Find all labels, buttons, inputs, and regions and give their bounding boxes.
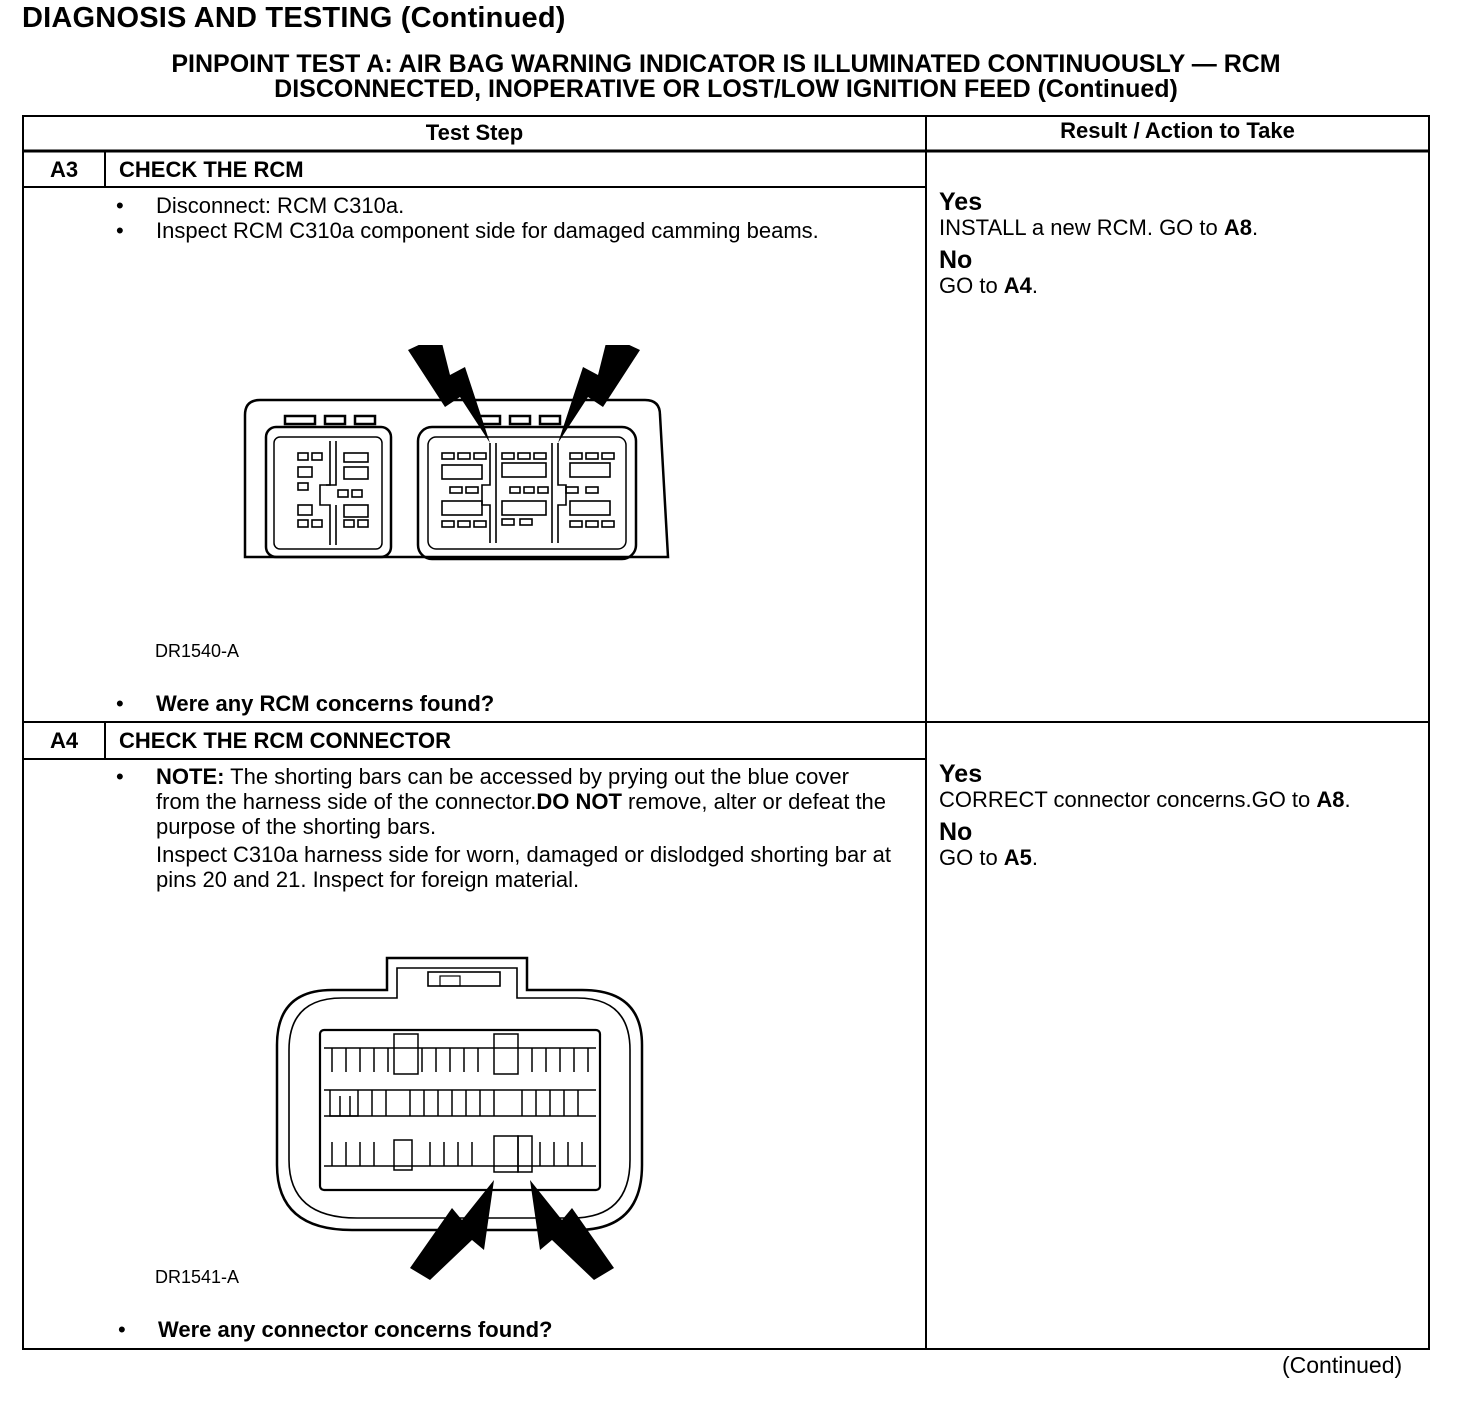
- column-header-result: Result / Action to Take: [1060, 118, 1295, 143]
- bullet-icon: •: [118, 1317, 126, 1342]
- continued-footer: (Continued): [1282, 1352, 1403, 1378]
- page-title: DIAGNOSIS AND TESTING (Continued): [22, 2, 566, 34]
- test-title-line-2: DISCONNECTED, INOPERATIVE OR LOST/LOW IGNITION FEED (Continued): [274, 75, 1178, 103]
- yes-action: CORRECT connector concerns.GO to A8.: [939, 787, 1351, 812]
- no-target-link[interactable]: A4: [1003, 273, 1032, 298]
- bullet-icon: •: [116, 193, 124, 218]
- bullet-icon: •: [116, 218, 124, 243]
- pinpoint-test-title: [22, 52, 1430, 102]
- list-item: • Disconnect: RCM C310a.: [116, 193, 405, 218]
- inspect-instruction: Inspect C310a harness side for worn, damaged or dislodged shorting bar at pins 20 and 21. Inspect for foreign material.: [156, 842, 891, 892]
- rcm-component-side-figure: [240, 345, 670, 565]
- list-item: • NOTE: The shorting bars can be accessed by prying out the blue cover from the harness side of the connector.DO NOT remove, alter or defeat the purpose of the shorting bars. Inspect C310a harness side for worn, damaged or dislodged shorting bar at pins 20 and 21. Inspect for foreign material.: [156, 764, 896, 892]
- figure-code-dr1540: DR1540-A: [155, 641, 240, 661]
- step-a4-question: • Were any connector concerns found?: [118, 1317, 553, 1342]
- rcm-connector-harness-figure: [262, 950, 672, 1280]
- yes-label: Yes: [939, 760, 983, 788]
- test-title-line-1: PINPOINT TEST A: AIR BAG WARNING INDICATOR IS ILLUMINATED CONTINUOUSLY — RCM: [171, 50, 1281, 78]
- step-id-a4: A4: [49, 728, 79, 753]
- no-label: No: [939, 818, 973, 846]
- no-label: No: [939, 246, 973, 274]
- step-title-a3: CHECK THE RCM: [119, 157, 304, 182]
- step-a3-question: • Were any RCM concerns found?: [116, 691, 495, 716]
- yes-action: INSTALL a new RCM. GO to A8.: [939, 215, 1259, 240]
- step-a3-result: [939, 190, 1419, 306]
- column-header-test-step: Test Step: [425, 120, 524, 145]
- step-a4-instructions: [116, 764, 896, 892]
- bullet-icon: •: [116, 764, 124, 789]
- yes-label: Yes: [939, 188, 983, 216]
- yes-target-link[interactable]: A8: [1223, 215, 1252, 240]
- list-item: • Inspect RCM C310a component side for damaged camming beams.: [116, 218, 819, 243]
- yes-target-link[interactable]: A8: [1316, 787, 1345, 812]
- no-target-link[interactable]: A5: [1003, 845, 1032, 870]
- figure-code-dr1541: DR1541-A: [155, 1267, 240, 1287]
- bullet-icon: •: [116, 691, 124, 716]
- no-action: GO to A5.: [939, 845, 1039, 870]
- step-a3-instructions: [116, 193, 876, 243]
- step-title-a4: CHECK THE RCM CONNECTOR: [119, 728, 452, 753]
- step-id-a3: A3: [49, 157, 79, 182]
- no-action: GO to A4.: [939, 273, 1039, 298]
- step-a4-result: [939, 762, 1424, 878]
